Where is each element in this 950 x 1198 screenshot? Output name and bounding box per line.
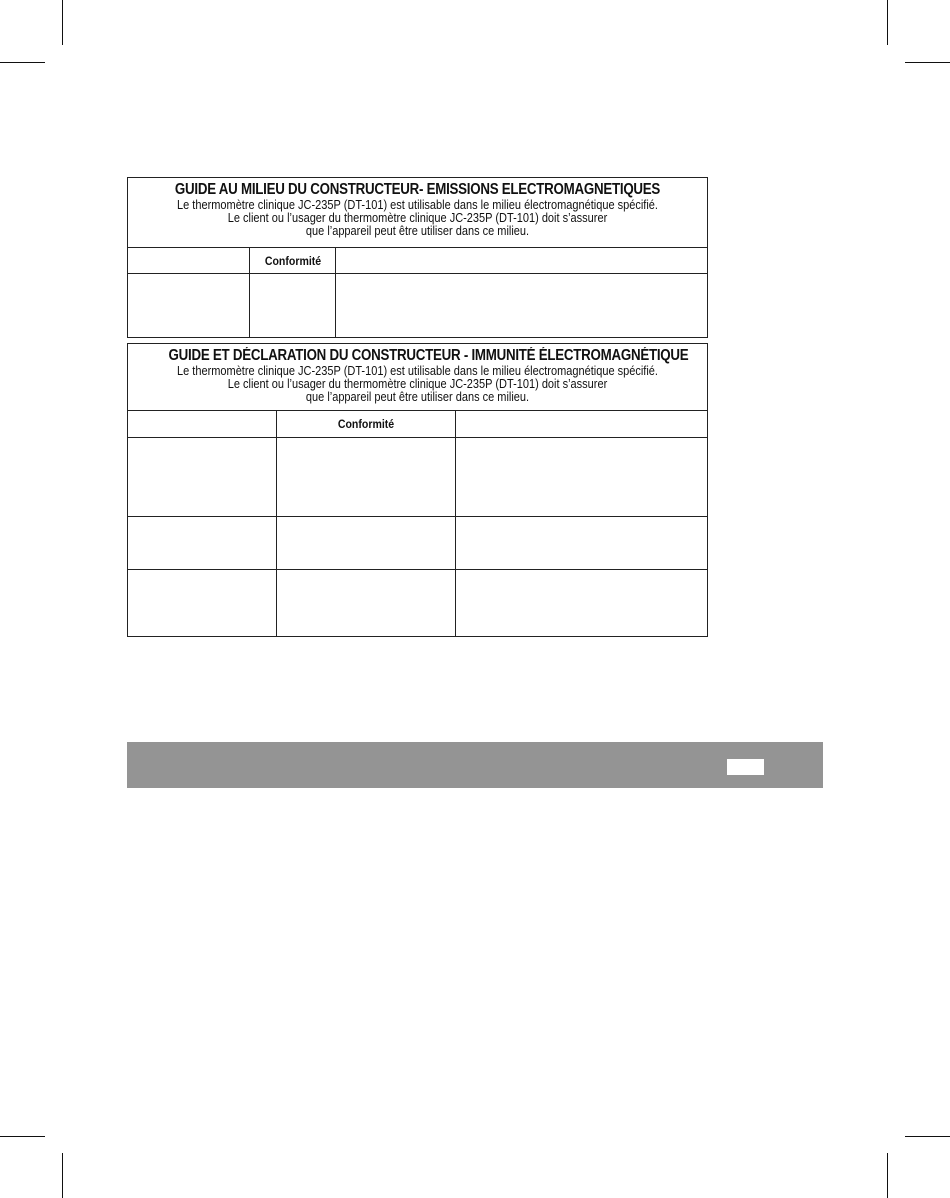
immunity-table-line3: que l’appareil peut être utiliser dans ce milieu. bbox=[305, 390, 530, 404]
table-row bbox=[128, 274, 707, 337]
immunity-table-title: GUIDE ET DÉCLARATION DU CONSTRUCTEUR - IMMUNITÉ ÉLECTROMAGNÉTIQUE bbox=[168, 347, 689, 364]
crop-mark bbox=[62, 1153, 63, 1198]
immunity-table-header bbox=[128, 344, 707, 411]
table-header-cell bbox=[128, 248, 250, 273]
emissions-table-title: GUIDE AU MILIEU DU CONSTRUCTEUR- EMISSIONS ELECTROMAGNETIQUES bbox=[174, 181, 661, 198]
crop-mark bbox=[0, 1136, 45, 1137]
conformite-header: Conformité bbox=[264, 253, 321, 268]
emissions-table bbox=[127, 177, 708, 338]
table-header-cell bbox=[277, 411, 456, 437]
table-cell bbox=[277, 438, 456, 516]
emissions-table-line1: Le thermomètre clinique JC-235P (DT-101) est utilisable dans le milieu électromagnétique spécifié. bbox=[176, 198, 658, 212]
crop-mark bbox=[887, 0, 888, 45]
table-cell bbox=[277, 570, 456, 636]
table-cell bbox=[128, 517, 277, 569]
table-header-row bbox=[128, 248, 707, 274]
table-cell bbox=[456, 570, 707, 636]
table-row bbox=[128, 438, 707, 517]
table-header-cell bbox=[336, 248, 707, 273]
immunity-table bbox=[127, 343, 708, 637]
emissions-table-header bbox=[128, 178, 707, 248]
table-cell bbox=[128, 438, 277, 516]
footer-bar bbox=[127, 742, 823, 788]
crop-mark bbox=[887, 1153, 888, 1198]
table-cell bbox=[336, 274, 707, 337]
table-row bbox=[128, 517, 707, 570]
crop-mark bbox=[0, 62, 45, 63]
table-header-cell bbox=[250, 248, 336, 273]
table-cell bbox=[128, 570, 277, 636]
table-header-cell bbox=[128, 411, 277, 437]
crop-mark bbox=[905, 62, 950, 63]
table-cell bbox=[456, 517, 707, 569]
immunity-table-line2: Le client ou l’usager du thermomètre clinique JC-235P (DT-101) doit s’assurer bbox=[227, 377, 608, 391]
table-row bbox=[128, 570, 707, 636]
table-cell bbox=[277, 517, 456, 569]
table-cell bbox=[250, 274, 336, 337]
table-header-row bbox=[128, 411, 707, 438]
crop-mark bbox=[905, 1136, 950, 1137]
emissions-table-line3: que l’appareil peut être utiliser dans ce milieu. bbox=[305, 224, 530, 238]
immunity-table-line1: Le thermomètre clinique JC-235P (DT-101) est utilisable dans le milieu électromagnétique spécifié. bbox=[176, 364, 658, 378]
conformite-header: Conformité bbox=[337, 417, 395, 431]
page-number-box bbox=[727, 759, 764, 775]
table-cell bbox=[456, 438, 707, 516]
table-cell bbox=[128, 274, 250, 337]
table-header-cell bbox=[456, 411, 707, 437]
crop-mark bbox=[62, 0, 63, 45]
emissions-table-line2: Le client ou l’usager du thermomètre clinique JC-235P (DT-101) doit s’assurer bbox=[227, 211, 608, 225]
